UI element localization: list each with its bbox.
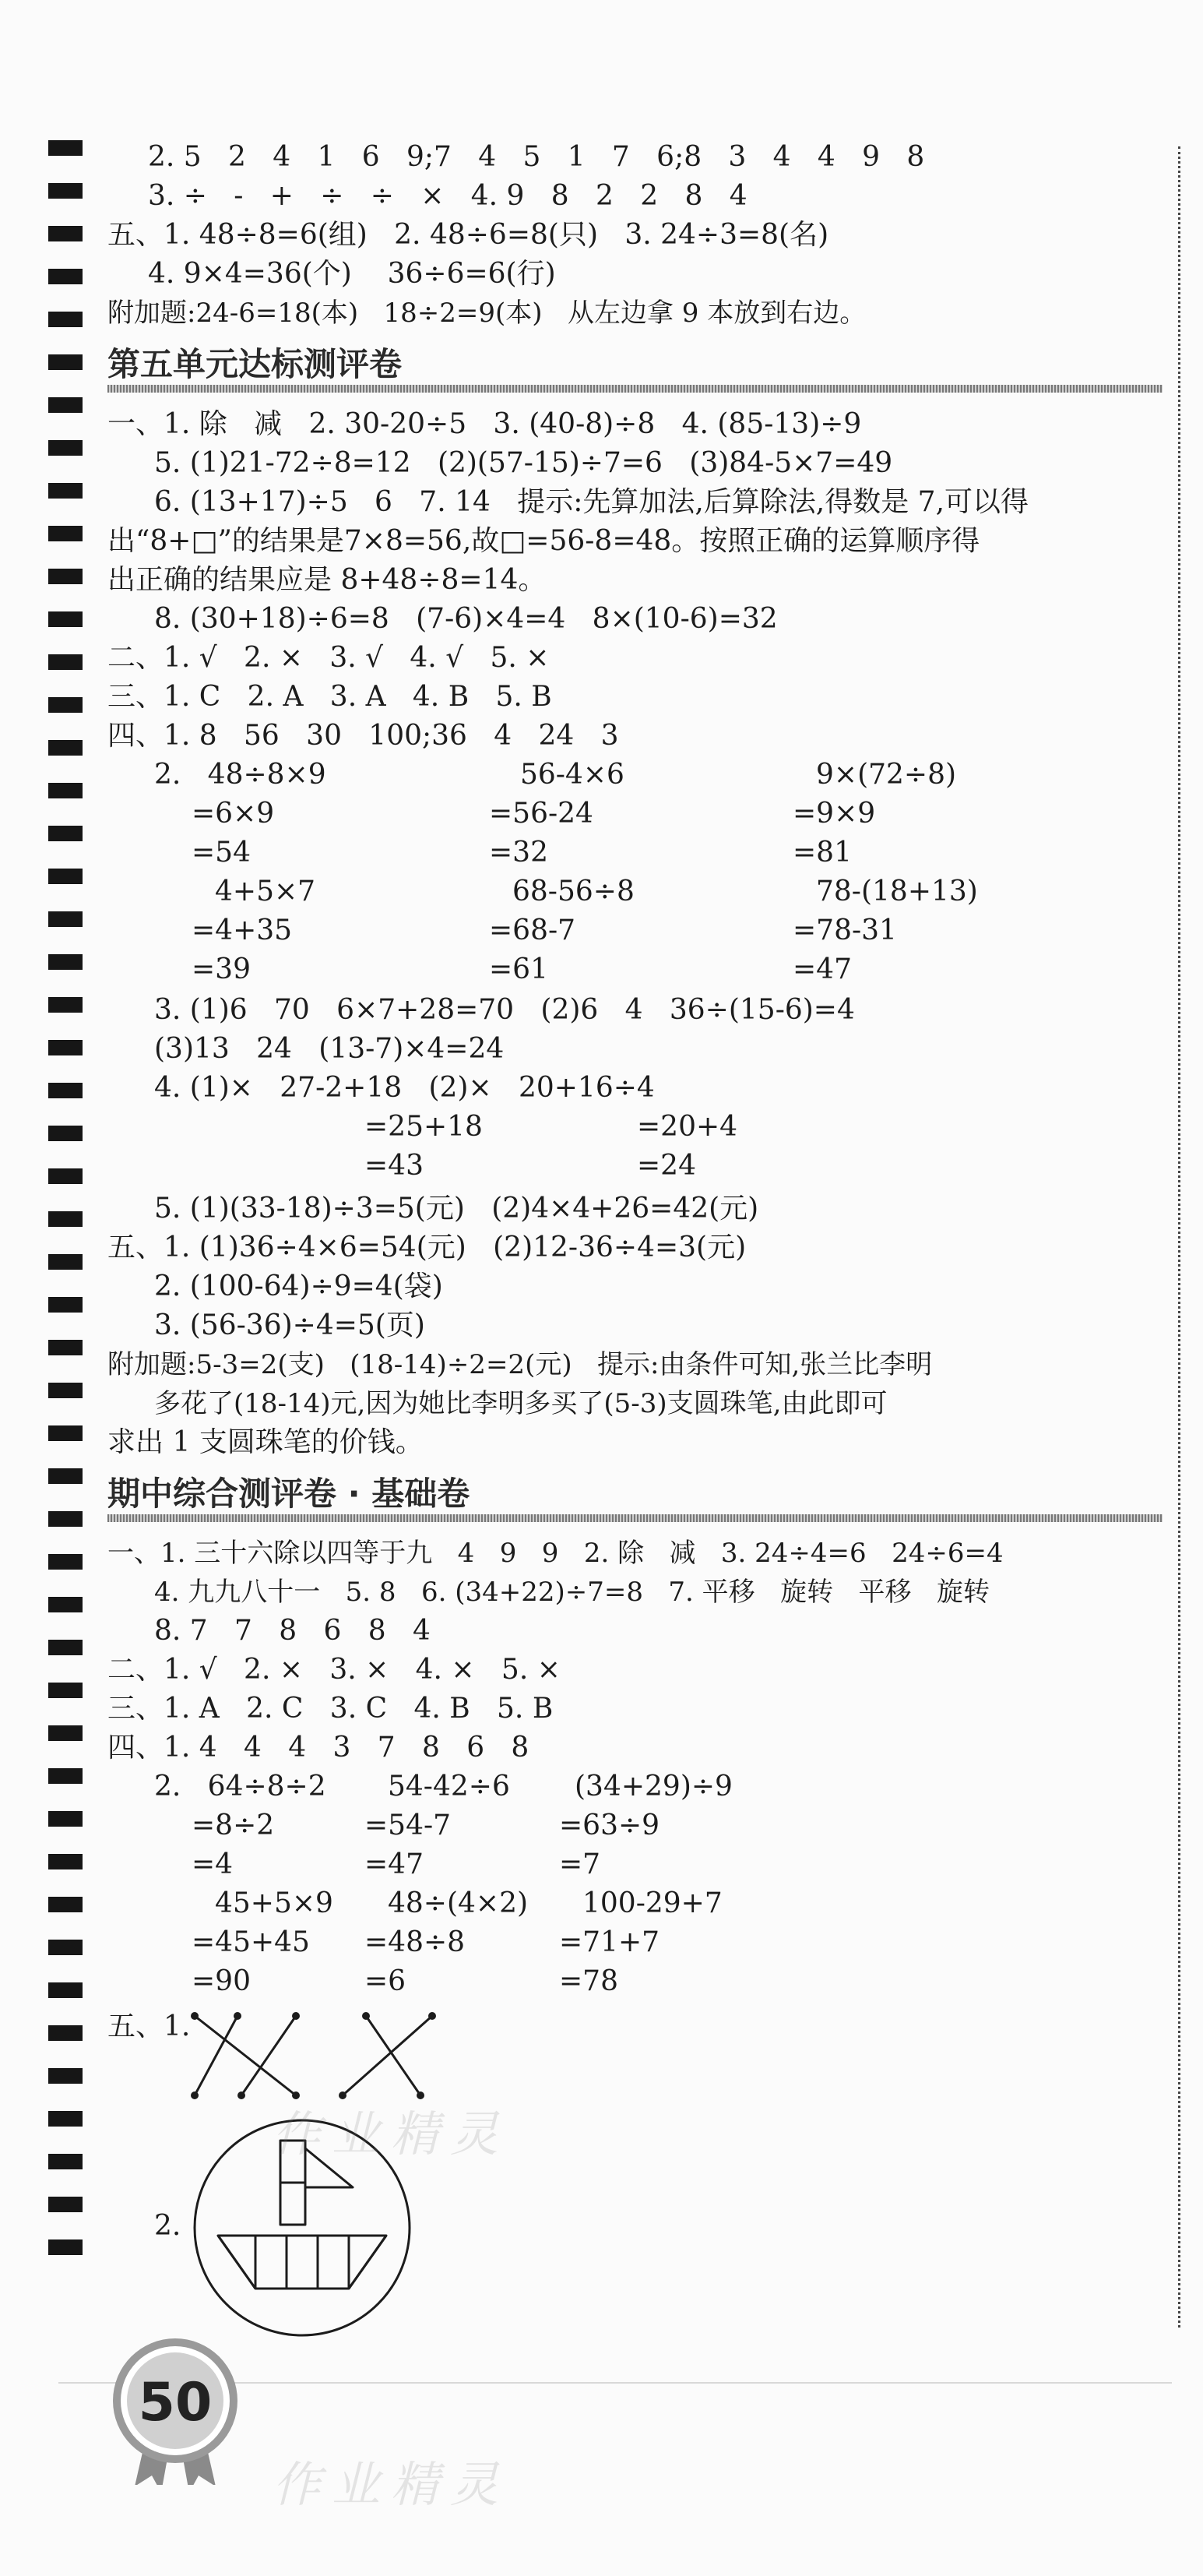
binding-mark xyxy=(48,1126,83,1141)
answer-line: 3. ÷ - + ÷ ÷ × 4. 9 8 2 2 8 4 xyxy=(148,180,747,212)
binding-mark xyxy=(48,1083,83,1098)
answer-line: 求出 1 支圆珠笔的价钱。 xyxy=(107,1426,424,1458)
binding-mark xyxy=(48,1468,83,1484)
binding-mark xyxy=(48,1254,83,1270)
answer-line: 出正确的结果应是 8+48÷8=14。 xyxy=(107,564,547,596)
calc-step: =78-31 xyxy=(793,914,897,946)
calc-step: (34+29)÷9 xyxy=(575,1771,733,1802)
calc-step: =7 xyxy=(559,1848,601,1880)
calc-step: 100-29+7 xyxy=(582,1887,723,1919)
answer-line: 附加题:24-6=18(本) 18÷2=9(本) 从左边拿 9 本放到右边。 xyxy=(107,298,867,329)
binding-mark xyxy=(48,2068,83,2084)
binding-mark xyxy=(48,2154,83,2169)
calc-step: =56-24 xyxy=(489,798,593,830)
binding-mark xyxy=(48,1897,83,1912)
binding-mark xyxy=(48,954,83,970)
binding-mark xyxy=(48,2025,83,2041)
binding-mark xyxy=(48,1040,83,1055)
calc-step: 2. 48÷8×9 xyxy=(154,759,326,791)
calc-step: =8÷2 xyxy=(192,1810,275,1841)
binding-mark xyxy=(48,1683,83,1698)
answer-line: 8. 7 7 8 6 8 4 xyxy=(154,1615,431,1647)
binding-mark xyxy=(48,826,83,841)
answer-line: (3)13 24 (13-7)×4=24 xyxy=(154,1033,505,1065)
binding-mark xyxy=(48,1811,83,1827)
calc-step: =32 xyxy=(489,837,548,869)
calc-step: =48÷8 xyxy=(364,1926,466,1958)
calc-step: =78 xyxy=(559,1965,618,1997)
section-rule xyxy=(107,385,1163,393)
binding-mark xyxy=(48,1768,83,1784)
calc-step: =68-7 xyxy=(489,914,576,946)
binding-mark xyxy=(48,226,83,241)
answer-line: 四、1. 8 56 30 100;36 4 24 3 xyxy=(107,720,619,752)
calc-step: =54-7 xyxy=(364,1810,452,1841)
calc-step: 9×(72÷8) xyxy=(816,759,957,791)
binding-mark xyxy=(48,2111,83,2127)
answer-line: 三、1. A 2. C 3. C 4. B 5. B xyxy=(107,1693,554,1725)
binding-mark xyxy=(48,354,83,370)
answer-line: 二、1. √ 2. × 3. × 4. × 5. × xyxy=(107,1654,561,1686)
answer-line: 五、1. (1)36÷4×6=54(元) (2)12-36÷4=3(元) xyxy=(107,1232,747,1263)
answer-line: 多花了(18-14)元,因为她比李明多买了(5-3)支圆珠笔,由此即可 xyxy=(154,1388,888,1419)
binding-mark xyxy=(48,526,83,541)
calc-step: 78-(18+13) xyxy=(816,876,978,907)
calc-step: =39 xyxy=(192,953,251,985)
calc-step: 48÷(4×2) xyxy=(388,1887,529,1919)
answer-line: 8. (30+18)÷6=8 (7-6)×4=4 8×(10-6)=32 xyxy=(154,603,778,635)
binding-mark xyxy=(48,697,83,713)
answer-line: 4. 9×4=36(个) 36÷6=6(行) xyxy=(148,258,556,290)
calc-step: =63÷9 xyxy=(559,1810,660,1841)
calc-step: =4 xyxy=(192,1848,234,1880)
binding-mark xyxy=(48,1854,83,1869)
binding-mark xyxy=(48,997,83,1013)
answer-line: 一、1. 除 减 2. 30-20÷5 3. (40-8)÷8 4. (85-13)÷9 xyxy=(107,408,862,440)
binding-mark xyxy=(48,397,83,413)
section-title: 期中综合测评卷 · 基础卷 xyxy=(107,1475,470,1513)
calc-step: 4+5×7 xyxy=(215,876,316,907)
answer-line: 二、1. √ 2. × 3. √ 4. √ 5. × xyxy=(107,642,550,674)
calc-step: 68-56÷8 xyxy=(512,876,635,907)
calc-step: =47 xyxy=(364,1848,424,1880)
binding-mark xyxy=(48,1425,83,1441)
binding-mark xyxy=(48,1940,83,1955)
answer-line: 三、1. C 2. A 3. A 4. B 5. B xyxy=(107,681,552,713)
binding-mark xyxy=(48,1340,83,1355)
answer-line: 3. (56-36)÷4=5(页) xyxy=(154,1309,425,1341)
binding-mark xyxy=(48,1511,83,1527)
answer-line: 五、1. 48÷8=6(组) 2. 48÷6=8(只) 3. 24÷3=8(名) xyxy=(107,219,829,251)
binding-mark xyxy=(48,140,83,156)
binding-mark xyxy=(48,2239,83,2255)
answer-line: 4. 九九八十一 5. 8 6. (34+22)÷7=8 7. 平移 旋转 平移 旋转 xyxy=(154,1577,990,1608)
answer-line: 出“8+□”的结果是7×8=56,故□=56-8=48。按照正确的运算顺序得 xyxy=(107,525,980,557)
binding-mark xyxy=(48,312,83,327)
binding-mark xyxy=(48,1597,83,1612)
answer-line: 5. (1)21-72÷8=12 (2)(57-15)÷7=6 (3)84-5×7=49 xyxy=(154,447,893,479)
answer-line: 2. (100-64)÷9=4(袋) xyxy=(154,1270,443,1302)
page-number: 50 xyxy=(138,2372,213,2433)
binding-mark xyxy=(48,2197,83,2212)
calc-step: =81 xyxy=(793,837,852,869)
binding-mark xyxy=(48,440,83,456)
calc-step: 2. 64÷8÷2 xyxy=(154,1771,326,1802)
binding-mark xyxy=(48,1982,83,1998)
calc-step: =24 xyxy=(637,1150,696,1182)
cut-line xyxy=(1178,146,1180,2328)
binding-mark xyxy=(48,569,83,584)
binding-mark xyxy=(48,1640,83,1655)
binding-mark xyxy=(48,911,83,927)
answer-line: 2. xyxy=(154,2210,181,2242)
binding-mark xyxy=(48,654,83,670)
answer-line: 5. (1)(33-18)÷3=5(元) (2)4×4+26=42(元) xyxy=(154,1193,759,1225)
answer-line: 一、1. 三十六除以四等于九 4 9 9 2. 除 减 3. 24÷4=6 24÷6=4 xyxy=(107,1538,1004,1569)
binding-mark xyxy=(48,1383,83,1398)
calc-step: =4+35 xyxy=(192,914,293,946)
calc-step: =6×9 xyxy=(192,798,275,830)
calc-step: =25+18 xyxy=(364,1111,483,1143)
calc-step: 45+5×9 xyxy=(215,1887,333,1919)
matching-diagram xyxy=(179,2002,459,2111)
binding-mark xyxy=(48,869,83,884)
binding-mark xyxy=(48,783,83,798)
binding-mark xyxy=(48,1168,83,1184)
answer-line: 4. (1)× 27-2+18 (2)× 20+16÷4 xyxy=(154,1072,655,1104)
calc-step: =47 xyxy=(793,953,852,985)
binding-mark xyxy=(48,740,83,756)
calc-step: =54 xyxy=(192,837,251,869)
calc-step: =43 xyxy=(364,1150,424,1182)
calc-step: =20+4 xyxy=(637,1111,738,1143)
binding-mark xyxy=(48,483,83,499)
answer-line: 五、1. xyxy=(107,2010,191,2042)
binding-mark xyxy=(48,611,83,627)
calc-step: =6 xyxy=(364,1965,406,1997)
binding-marks xyxy=(48,140,83,2282)
calc-step: =45+45 xyxy=(192,1926,310,1958)
answer-line: 四、1. 4 4 4 3 7 8 6 8 xyxy=(107,1732,529,1764)
binding-mark xyxy=(48,1211,83,1227)
watermark: 作业精灵 xyxy=(273,2456,510,2513)
calc-step: =71+7 xyxy=(559,1926,660,1958)
calc-step: 56-4×6 xyxy=(520,759,624,791)
answer-line: 附加题:5-3=2(支) (18-14)÷2=2(元) 提示:由条件可知,张兰比李明 xyxy=(107,1349,933,1380)
binding-mark xyxy=(48,1725,83,1741)
answer-line: 2. 5 2 4 1 6 9;7 4 5 1 7 6;8 3 4 4 9 8 xyxy=(148,141,925,173)
section-title: 第五单元达标测评卷 xyxy=(107,345,403,383)
calc-step: =9×9 xyxy=(793,798,876,830)
binding-mark xyxy=(48,269,83,284)
binding-mark xyxy=(48,1297,83,1313)
binding-mark xyxy=(48,1554,83,1570)
calc-step: =90 xyxy=(192,1965,251,1997)
answer-line: 3. (1)6 70 6×7+28=70 (2)6 4 36÷(15-6)=4 xyxy=(154,994,855,1026)
section-rule xyxy=(107,1514,1163,1522)
calc-step: =61 xyxy=(489,953,548,985)
watermark: 作业精灵 xyxy=(273,2106,510,2162)
binding-mark xyxy=(48,183,83,199)
answer-line: 6. (13+17)÷5 6 7. 14 提示:先算加法,后算除法,得数是 7,可以得 xyxy=(154,486,1029,518)
calc-step: 54-42÷6 xyxy=(388,1771,510,1802)
